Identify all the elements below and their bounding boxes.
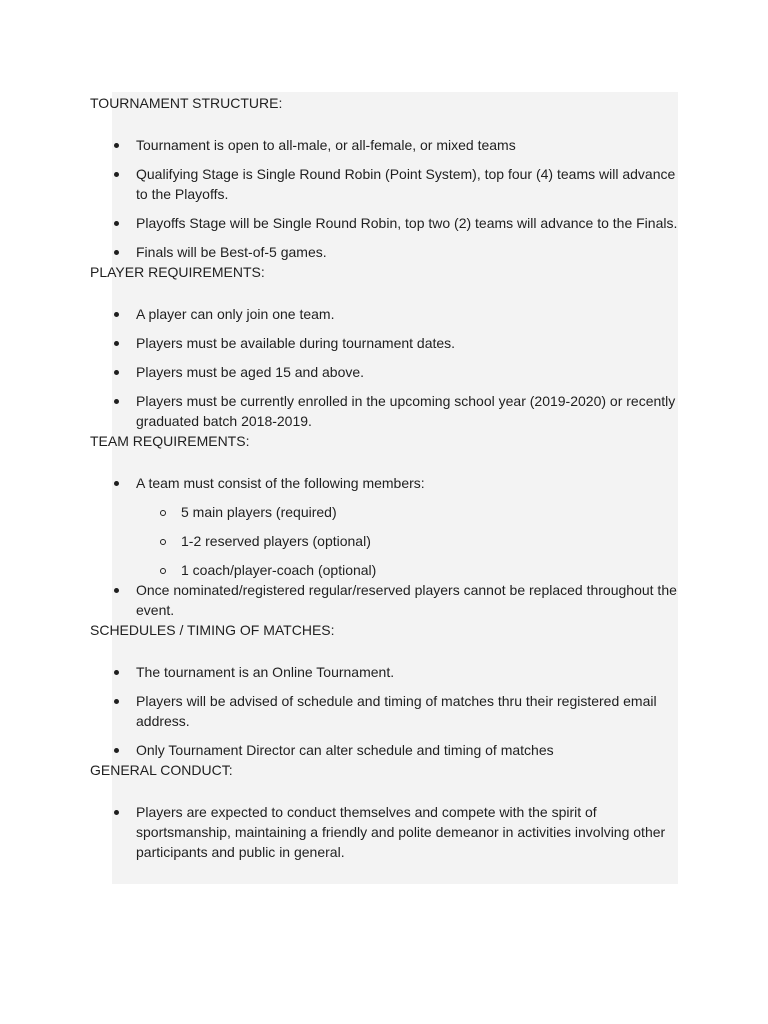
list-item: Once nominated/registered regular/reserved players cannot be replaced throughout the event. xyxy=(90,580,680,620)
section-heading-schedules: SCHEDULES / TIMING OF MATCHES: xyxy=(90,622,335,638)
list-item: The tournament is an Online Tournament. xyxy=(90,662,680,682)
list-item: Players are expected to conduct themselves and compete with the spirit of sportsmanship, maintaining a friendly and polite demeanor in activities involving other participants and public in general. xyxy=(90,802,680,862)
team-members-sublist xyxy=(136,502,680,580)
list-item: Players will be advised of schedule and timing of matches thru their registered email address. xyxy=(90,691,680,731)
list-item: Tournament is open to all-male, or all-female, or mixed teams xyxy=(90,135,680,155)
list-item: Players must be aged 15 and above. xyxy=(90,362,680,382)
schedules-list xyxy=(90,662,680,760)
list-item: Qualifying Stage is Single Round Robin (Point System), top four (4) teams will advance to the Playoffs. xyxy=(90,164,680,204)
document-body xyxy=(90,93,680,862)
section-heading-general-conduct: GENERAL CONDUCT: xyxy=(90,762,233,778)
list-item-text: A team must consist of the following members: xyxy=(136,475,425,491)
list-item: Players must be available during tournament dates. xyxy=(90,333,680,353)
list-item: Only Tournament Director can alter schedule and timing of matches xyxy=(90,740,680,760)
list-item xyxy=(90,473,680,580)
tournament-structure-list xyxy=(90,135,680,262)
team-requirements-list xyxy=(90,473,680,620)
section-heading-team-requirements: TEAM REQUIREMENTS: xyxy=(90,433,250,449)
list-item: A player can only join one team. xyxy=(90,304,680,324)
section-heading-tournament-structure: TOURNAMENT STRUCTURE: xyxy=(90,95,283,111)
list-item: Playoffs Stage will be Single Round Robin, top two (2) teams will advance to the Finals. xyxy=(90,213,680,233)
general-conduct-list xyxy=(90,802,680,862)
sub-list-item: 1-2 reserved players (optional) xyxy=(136,531,680,551)
sub-list-item: 5 main players (required) xyxy=(136,502,680,522)
sub-list-item: 1 coach/player-coach (optional) xyxy=(136,560,680,580)
player-requirements-list xyxy=(90,304,680,431)
list-item: Finals will be Best-of-5 games. xyxy=(90,242,680,262)
list-item: Players must be currently enrolled in the upcoming school year (2019-2020) or recently graduated batch 2018-2019. xyxy=(90,391,680,431)
section-heading-player-requirements: PLAYER REQUIREMENTS: xyxy=(90,264,265,280)
